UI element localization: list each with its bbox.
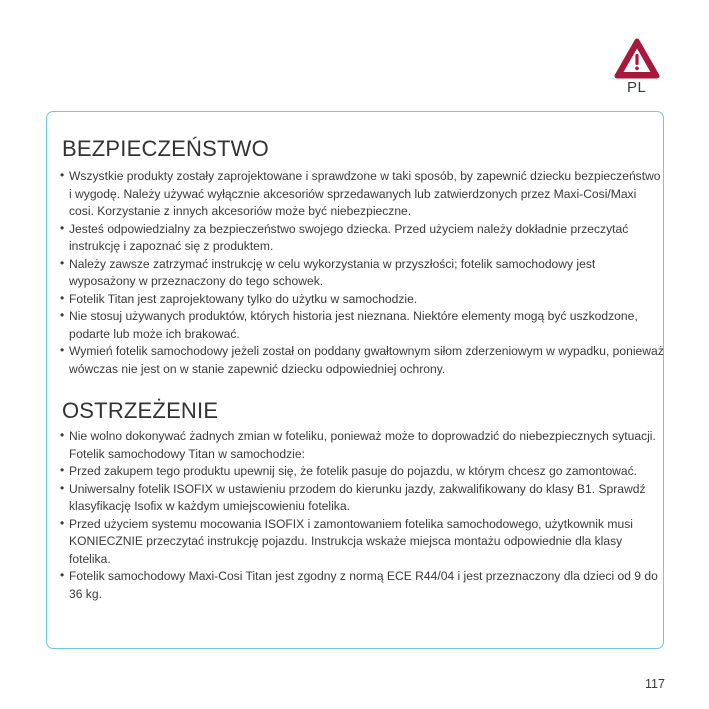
list-item-text: Nie stosuj używanych produktów, których historia jest nieznana. Niektóre elementy mogą być uszkodzone, podarte lub może ich brakować. [69, 309, 638, 341]
list-item: • Jesteś odpowiedzialny za bezpieczeństwo swojego dziecka. Przed użyciem należy dokładnie przeczytać instrukcję i zapoznać się z produktem. [60, 220, 629, 253]
list-item: • Przed użyciem systemu mocowania ISOFIX i zamontowaniem fotelika samochodowego, użytkownik musi KONIECZNIE przeczytać instrukcję pojazdu. Instrukcja wskaże miejsca montażu odpowiednie dla klasy fotelika. [60, 515, 633, 566]
list-item-text: Fotelik samochodowy Maxi-Cosi Titan jest zgodny z normą ECE R44/04 i jest przeznaczony dla dzieci od 9 do 36 kg. [69, 569, 658, 601]
list-item-text: Jesteś odpowiedzialny za bezpieczeństwo swojego dziecka. Przed użyciem należy dokładnie przeczytać instrukcję i zapoznać się z produktem. [69, 221, 629, 253]
page-number: 117 [645, 677, 665, 691]
list-item-text: Należy zawsze zatrzymać instrukcję w celu wykorzystania w przyszłości; fotelik samochodowy jest wyposażony w przeznaczony do tego schowek. [69, 256, 596, 288]
list-item-text: Wymień fotelik samochodowy jeżeli został on poddany gwałtownym siłom zderzeniowym w wypadku, ponieważ wówczas nie jest on w stanie zapewnić dziecku odpowiedniej ochrony. [69, 344, 664, 376]
list-item: • Nie stosuj używanych produktów, których historia jest nieznana. Niektóre elementy mogą być uszkodzone, podarte lub może ich brakować. [60, 308, 638, 341]
list-item-text: Fotelik Titan jest zaprojektowany tylko do użytku w samochodzie. [69, 291, 418, 306]
language-label: PL [627, 79, 647, 96]
safety-list [60, 168, 664, 378]
list-item-text: Nie wolno dokonywać żadnych zmian w foteliku, ponieważ może to doprowadzić do niebezpiecznych sytuacji. Fotelik samochodowy Titan w samochodzie: [69, 429, 656, 461]
list-item: • Fotelik Titan jest zaprojektowany tylko do użytku w samochodzie. [60, 290, 418, 306]
list-item-text: Uniwersalny fotelik ISOFIX w ustawieniu przodem do kierunku jazdy, zakwalifikowany do klasy B1. Sprawdź klasyfikację Isofix w każdym umiejscowieniu fotelika. [69, 481, 646, 513]
list-item: • Przed zakupem tego produktu upewnij się, że fotelik pasuje do pojazdu, w którym chcesz go zamontować. [60, 463, 638, 478]
list-item: • Nie wolno dokonywać żadnych zmian w foteliku, ponieważ może to doprowadzić do niebezpiecznych sytuacji. Fotelik samochodowy Titan w samochodzie: [60, 428, 656, 461]
list-item: • Uniwersalny fotelik ISOFIX w ustawieniu przodem do kierunku jazdy, zakwalifikowany do klasy B1. Sprawdź klasyfikację Isofix w każdym umiejscowieniu fotelika. [60, 480, 646, 513]
warning-list [60, 428, 664, 603]
list-item: • Należy zawsze zatrzymać instrukcję w celu wykorzystania w przyszłości; fotelik samochodowy jest wyposażony w przeznaczony do tego schowek. [60, 255, 596, 288]
warning-triangle-icon [614, 38, 660, 80]
section-title-warning: OSTRZEŻENIE [62, 398, 219, 423]
list-item-text: Przed użyciem systemu mocowania ISOFIX i zamontowaniem fotelika samochodowego, użytkownik musi KONIECZNIE przeczytać instrukcję pojazdu. Instrukcja wskaże miejsca montażu odpowiednie dla klasy fotelika. [69, 516, 633, 566]
list-item-text: Wszystkie produkty zostały zaprojektowane i sprawdzone w taki sposób, by zapewnić dziecku bezpieczeństwo i wygodę. Należy używać wyłącznie akcesoriów sprzedawanych lub zatwierdzonych przez Maxi-Cosi/Maxi cosi. Korzystanie z innych akcesoriów może być niebezpieczne. [69, 169, 661, 218]
list-item-text: Przed zakupem tego produktu upewnij się, że fotelik pasuje do pojazdu, w którym chcesz go zamontować. [69, 464, 638, 478]
list-item: • Wymień fotelik samochodowy jeżeli został on poddany gwałtownym siłom zderzeniowym w wypadku, ponieważ wówczas nie jest on w stanie zapewnić dziecku odpowiedniej ochrony. [60, 343, 664, 376]
list-item: • Wszystkie produkty zostały zaprojektowane i sprawdzone w taki sposób, by zapewnić dziecku bezpieczeństwo i wygodę. Należy używać wyłącznie akcesoriów sprzedawanych lub zatwierdzonych przez Maxi-Cosi/Maxi cosi. Korzystanie z innych akcesoriów może być niebezpieczne. [60, 168, 661, 218]
section-title-safety: BEZPIECZEŃSTWO [62, 136, 269, 161]
list-item: • Fotelik samochodowy Maxi-Cosi Titan jest zgodny z normą ECE R44/04 i jest przeznaczony dla dzieci od 9 do 36 kg. [60, 568, 658, 601]
